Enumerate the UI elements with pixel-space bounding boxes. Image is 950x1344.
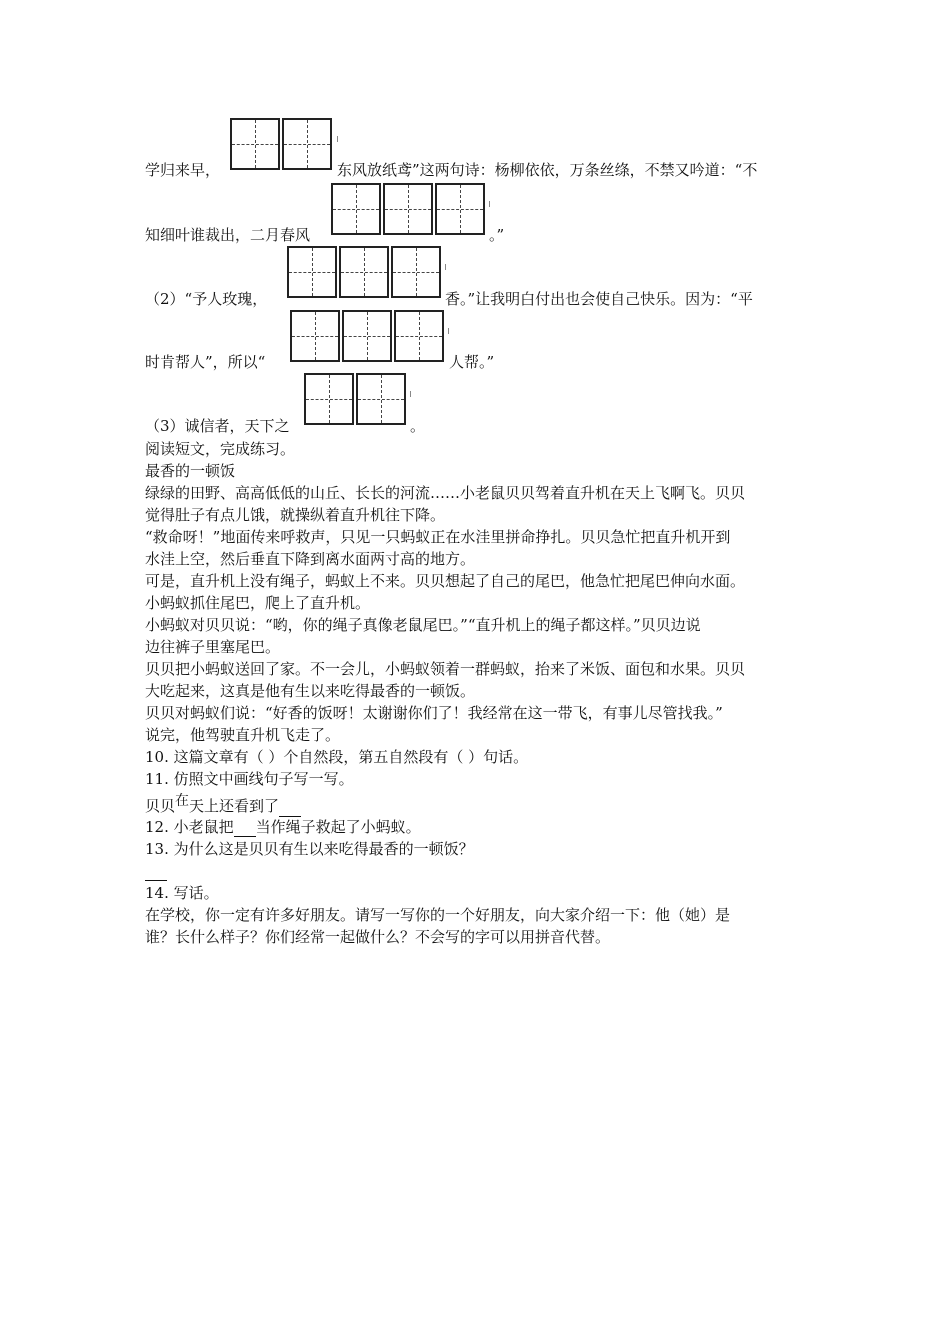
- text-line-2a: 知细叶谁裁出，二月春风: [145, 226, 311, 244]
- q11-raised-char: 在: [175, 793, 190, 809]
- grid-tick: [448, 328, 452, 334]
- passage-line: 水洼上空，然后垂直下降到离水面两寸高的地方。: [145, 550, 476, 568]
- q12-suffix: 当作绳子救起了小蚂蚁。: [255, 818, 421, 836]
- question-11-answer-line: [145, 793, 301, 817]
- question-14-prompt: 谁？长什么样子？你们经常一起做什么？不会写的字可以用拼音代替。: [145, 928, 611, 946]
- passage-line: “救命呀！”地面传来呼救声，只见一只蚂蚁正在水洼里拼命挣扎。贝贝急忙把直升机开到: [145, 528, 731, 546]
- writing-grid-4[interactable]: [290, 310, 446, 362]
- writing-grid-5[interactable]: [304, 373, 408, 425]
- q11-middle: 天上还看到了: [189, 797, 280, 815]
- text-line-4a: 时肯帮人”，所以“: [145, 353, 266, 371]
- question-13-answer[interactable]: [145, 861, 167, 881]
- reading-instruction: 阅读短文，完成练习。: [145, 440, 296, 458]
- text-line-4b: 人帮。”: [449, 353, 495, 371]
- passage-line: 小蚂蚁对贝贝说：“哟，你的绳子真像老鼠尾巴。”“直升机上的绳子都这样。”贝贝边说: [145, 616, 701, 634]
- passage-line: 可是，直升机上没有绳子，蚂蚁上不来。贝贝想起了自己的尾巴，他急忙把尾巴伸向水面。: [145, 572, 746, 590]
- grid-cell[interactable]: [230, 118, 280, 170]
- passage-line: 贝贝对蚂蚁们说：“好香的饭呀！太谢谢你们了！我经常在这一带飞，有事儿尽管找我。”: [145, 704, 723, 722]
- text-line-3a: （2）“予人玫瑰，: [145, 290, 268, 308]
- writing-grid-2[interactable]: [331, 183, 487, 235]
- grid-cell[interactable]: [304, 373, 354, 425]
- grid-cell[interactable]: [339, 246, 389, 298]
- question-14-prompt: 在学校，你一定有许多好朋友。请写一写你的一个好朋友，向大家介绍一下：他（她）是: [145, 906, 731, 924]
- answer-blank[interactable]: [145, 866, 167, 881]
- question-14: 14. 写话。: [145, 884, 219, 902]
- grid-cell[interactable]: [342, 310, 392, 362]
- question-12: [145, 817, 421, 837]
- text-line-5a: （3）诚信者，天下之: [145, 417, 290, 435]
- passage-line: 贝贝把小蚂蚁送回了家。不一会儿，小蚂蚁领着一群蚂蚁，抬来了米饭、面包和水果。贝贝: [145, 660, 746, 678]
- text-line-2b: 。”: [489, 226, 505, 244]
- text-line-1b: 东风放纸鸢”这两句诗：杨柳依依，万条丝绦，不禁又吟道：“不: [337, 161, 758, 179]
- writing-grid-1[interactable]: [230, 118, 334, 170]
- question-11: 11. 仿照文中画线句子写一写。: [145, 770, 354, 788]
- grid-cell[interactable]: [391, 246, 441, 298]
- grid-cell[interactable]: [331, 183, 381, 235]
- question-10: 10. 这篇文章有（ ）个自然段，第五自然段有（ ）句话。: [145, 748, 529, 766]
- grid-cell[interactable]: [356, 373, 406, 425]
- passage-line: 觉得肚子有点儿饿，就操纵着直升机往下降。: [145, 506, 446, 524]
- grid-tick: [410, 391, 414, 397]
- text-line-1a: 学归来早，: [145, 161, 221, 179]
- passage-line: 小蚂蚁抓住尾巴，爬上了直升机。: [145, 594, 371, 612]
- grid-cell[interactable]: [383, 183, 433, 235]
- grid-cell[interactable]: [290, 310, 340, 362]
- writing-grid-3[interactable]: [287, 246, 443, 298]
- passage-line: 大吃起来，这真是他有生以来吃得最香的一顿饭。: [145, 682, 476, 700]
- q12-prefix: 12. 小老鼠把: [145, 818, 234, 836]
- question-13: 13. 为什么这是贝贝有生以来吃得最香的一顿饭？: [145, 840, 474, 858]
- passage-line: 边往裤子里塞尾巴。: [145, 638, 281, 656]
- text-line-3b: 香。”让我明白付出也会使自己快乐。因为：“平: [445, 290, 753, 308]
- grid-tick: [337, 136, 341, 142]
- answer-blank[interactable]: [234, 822, 256, 837]
- grid-cell[interactable]: [282, 118, 332, 170]
- passage-line: 绿绿的田野、高高低低的山丘、长长的河流……小老鼠贝贝驾着直升机在天上飞啊飞。贝贝: [145, 484, 746, 502]
- passage-title: 最香的一顿饭: [145, 462, 236, 480]
- answer-blank[interactable]: [279, 802, 301, 817]
- text-line-5b: 。: [410, 417, 426, 435]
- passage-line: 说完，他驾驶直升机飞走了。: [145, 726, 341, 744]
- grid-cell[interactable]: [435, 183, 485, 235]
- grid-cell[interactable]: [287, 246, 337, 298]
- grid-cell[interactable]: [394, 310, 444, 362]
- grid-tick: [445, 264, 449, 270]
- grid-tick: [489, 201, 493, 207]
- q11-prefix: 贝贝: [145, 797, 176, 815]
